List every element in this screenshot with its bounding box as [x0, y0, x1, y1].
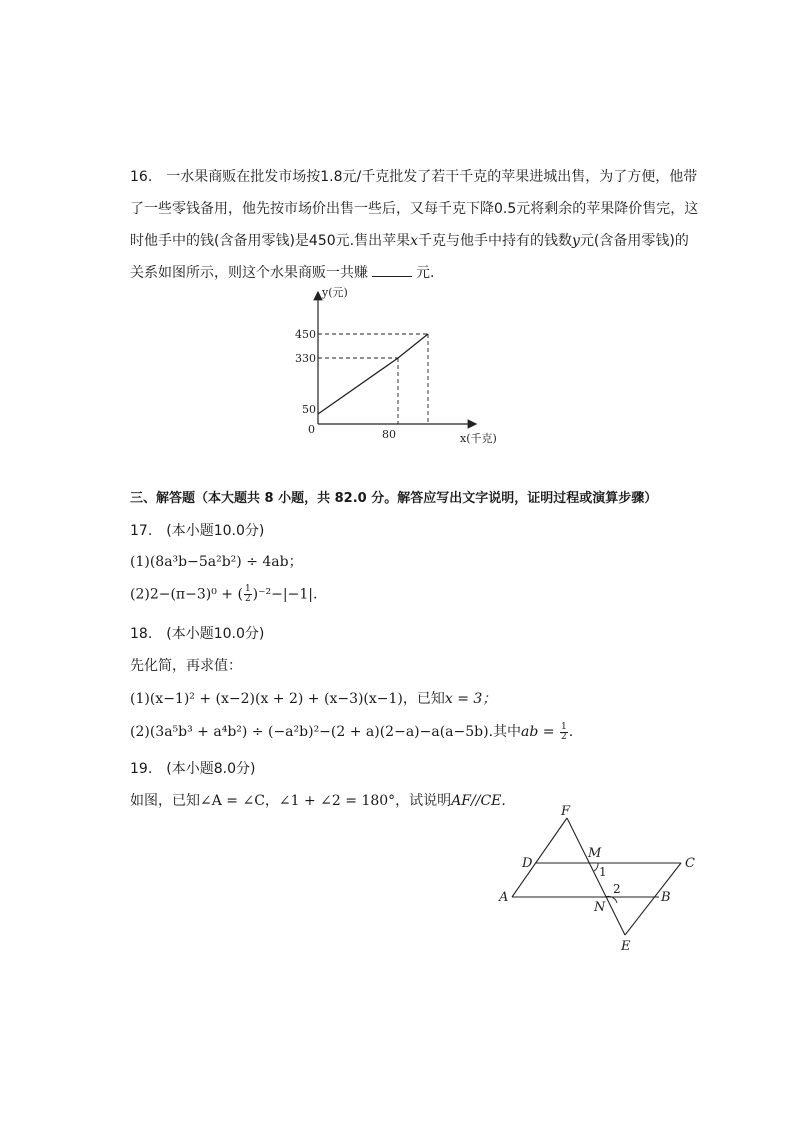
y-axis-label: y(元): [322, 286, 348, 299]
label-B: B: [661, 890, 671, 905]
q19-header: 19. (本小题8.0分): [130, 761, 256, 777]
var-x: x: [410, 233, 419, 249]
fraction-one-half: [244, 585, 252, 604]
q17-part-2b: )⁻²−|−1|.: [252, 586, 318, 603]
q16-line-4: [130, 262, 434, 282]
segment-CE: [625, 863, 681, 935]
q18-part-2c: .: [568, 724, 574, 740]
label-1: 1: [599, 865, 607, 879]
q16-line-4a: 关系如图所示，则这个水果商贩一共赚: [130, 265, 368, 281]
q16-line-2: 了一些零钱备用，他先按市场价出售一些后，又每千克下降0.5元将剩余的苹果降价售完，这: [130, 201, 699, 217]
q16-line-1: 16. 一水果商贩在批发市场按1.8元/千克批发了若干千克的苹果进城出售，为了方便，他带: [130, 169, 698, 185]
label-M: M: [588, 846, 602, 861]
x-tick-80: 80: [382, 428, 396, 441]
q18-part-1b: x = 3；: [444, 691, 497, 707]
label-E: E: [621, 939, 631, 954]
label-D: D: [522, 856, 533, 871]
q19-body-a: 如图，已知∠A = ∠C，∠1 + ∠2 = 180°，试说明: [130, 793, 452, 809]
fraction-denominator: 2: [244, 594, 251, 604]
q18-part-1: [130, 688, 496, 708]
label-2: 2: [613, 882, 621, 896]
label-F: F: [561, 805, 571, 819]
q18-header: 18. (本小题10.0分): [130, 626, 265, 642]
label-N: N: [594, 900, 606, 915]
q16-line-3c: 元(含备用零钱)的: [579, 233, 689, 249]
q19-body-b: AF//CE.: [451, 793, 506, 809]
var-y: y: [572, 233, 580, 249]
q19-body: [130, 790, 506, 810]
angle-1-arc: [594, 863, 598, 871]
fraction-numerator-2: 1: [560, 721, 567, 732]
q16-line-4b: 元.: [416, 265, 435, 281]
q18-part-1a: (1)(x−1)² + (x−2)(x + 2) + (x−3)(x−1)，已知: [130, 691, 445, 707]
y-tick-50: 50: [302, 403, 316, 416]
fraction-numerator: 1: [244, 584, 251, 594]
q18-intro: 先化简，再求值：: [130, 658, 242, 674]
q17-part-2a: (2)2−(π−3)⁰ + (: [130, 586, 243, 603]
fraction-one-half-2: [560, 723, 568, 742]
q16-line-3: [130, 230, 689, 250]
line-chart: [290, 280, 520, 450]
segment-FE: [567, 818, 625, 935]
geometry-figure: [495, 805, 705, 955]
label-A: A: [499, 890, 509, 905]
y-tick-0: 0: [308, 423, 315, 436]
q18-part-2: [130, 721, 573, 742]
y-tick-330: 330: [295, 352, 316, 365]
label-C: C: [685, 856, 695, 871]
answer-blank[interactable]: [372, 263, 412, 277]
q16-line-3a: 时他手中的钱(含备用零钱)是450元.售出苹果: [130, 233, 411, 249]
series-line-y: [318, 334, 428, 414]
segment-AF: [512, 818, 567, 897]
x-axis-label: x(千克): [460, 432, 497, 445]
q18-part-2a: (2)(3a⁵b³ + a⁴b²) ÷ (−a²b)²−(2 + a)(2−a)−a(a−5b).其中: [130, 724, 522, 740]
section-3-heading: 三、解答题（本大题共 8 小题，共 82.0 分。解答应写出文字说明，证明过程或演算步骤）: [130, 491, 658, 506]
q18-part-2b: ab =: [521, 724, 559, 740]
q16-line-3b: 千克与他手中持有的钱数: [418, 233, 573, 249]
y-tick-450: 450: [295, 328, 316, 341]
q17-header: 17. (本小题10.0分): [130, 523, 265, 539]
q17-part-2: [130, 585, 317, 604]
fraction-denominator-2: 2: [560, 731, 567, 742]
q17-part-1: (1)(8a³b−5a²b²) ÷ 4ab；: [130, 554, 303, 570]
